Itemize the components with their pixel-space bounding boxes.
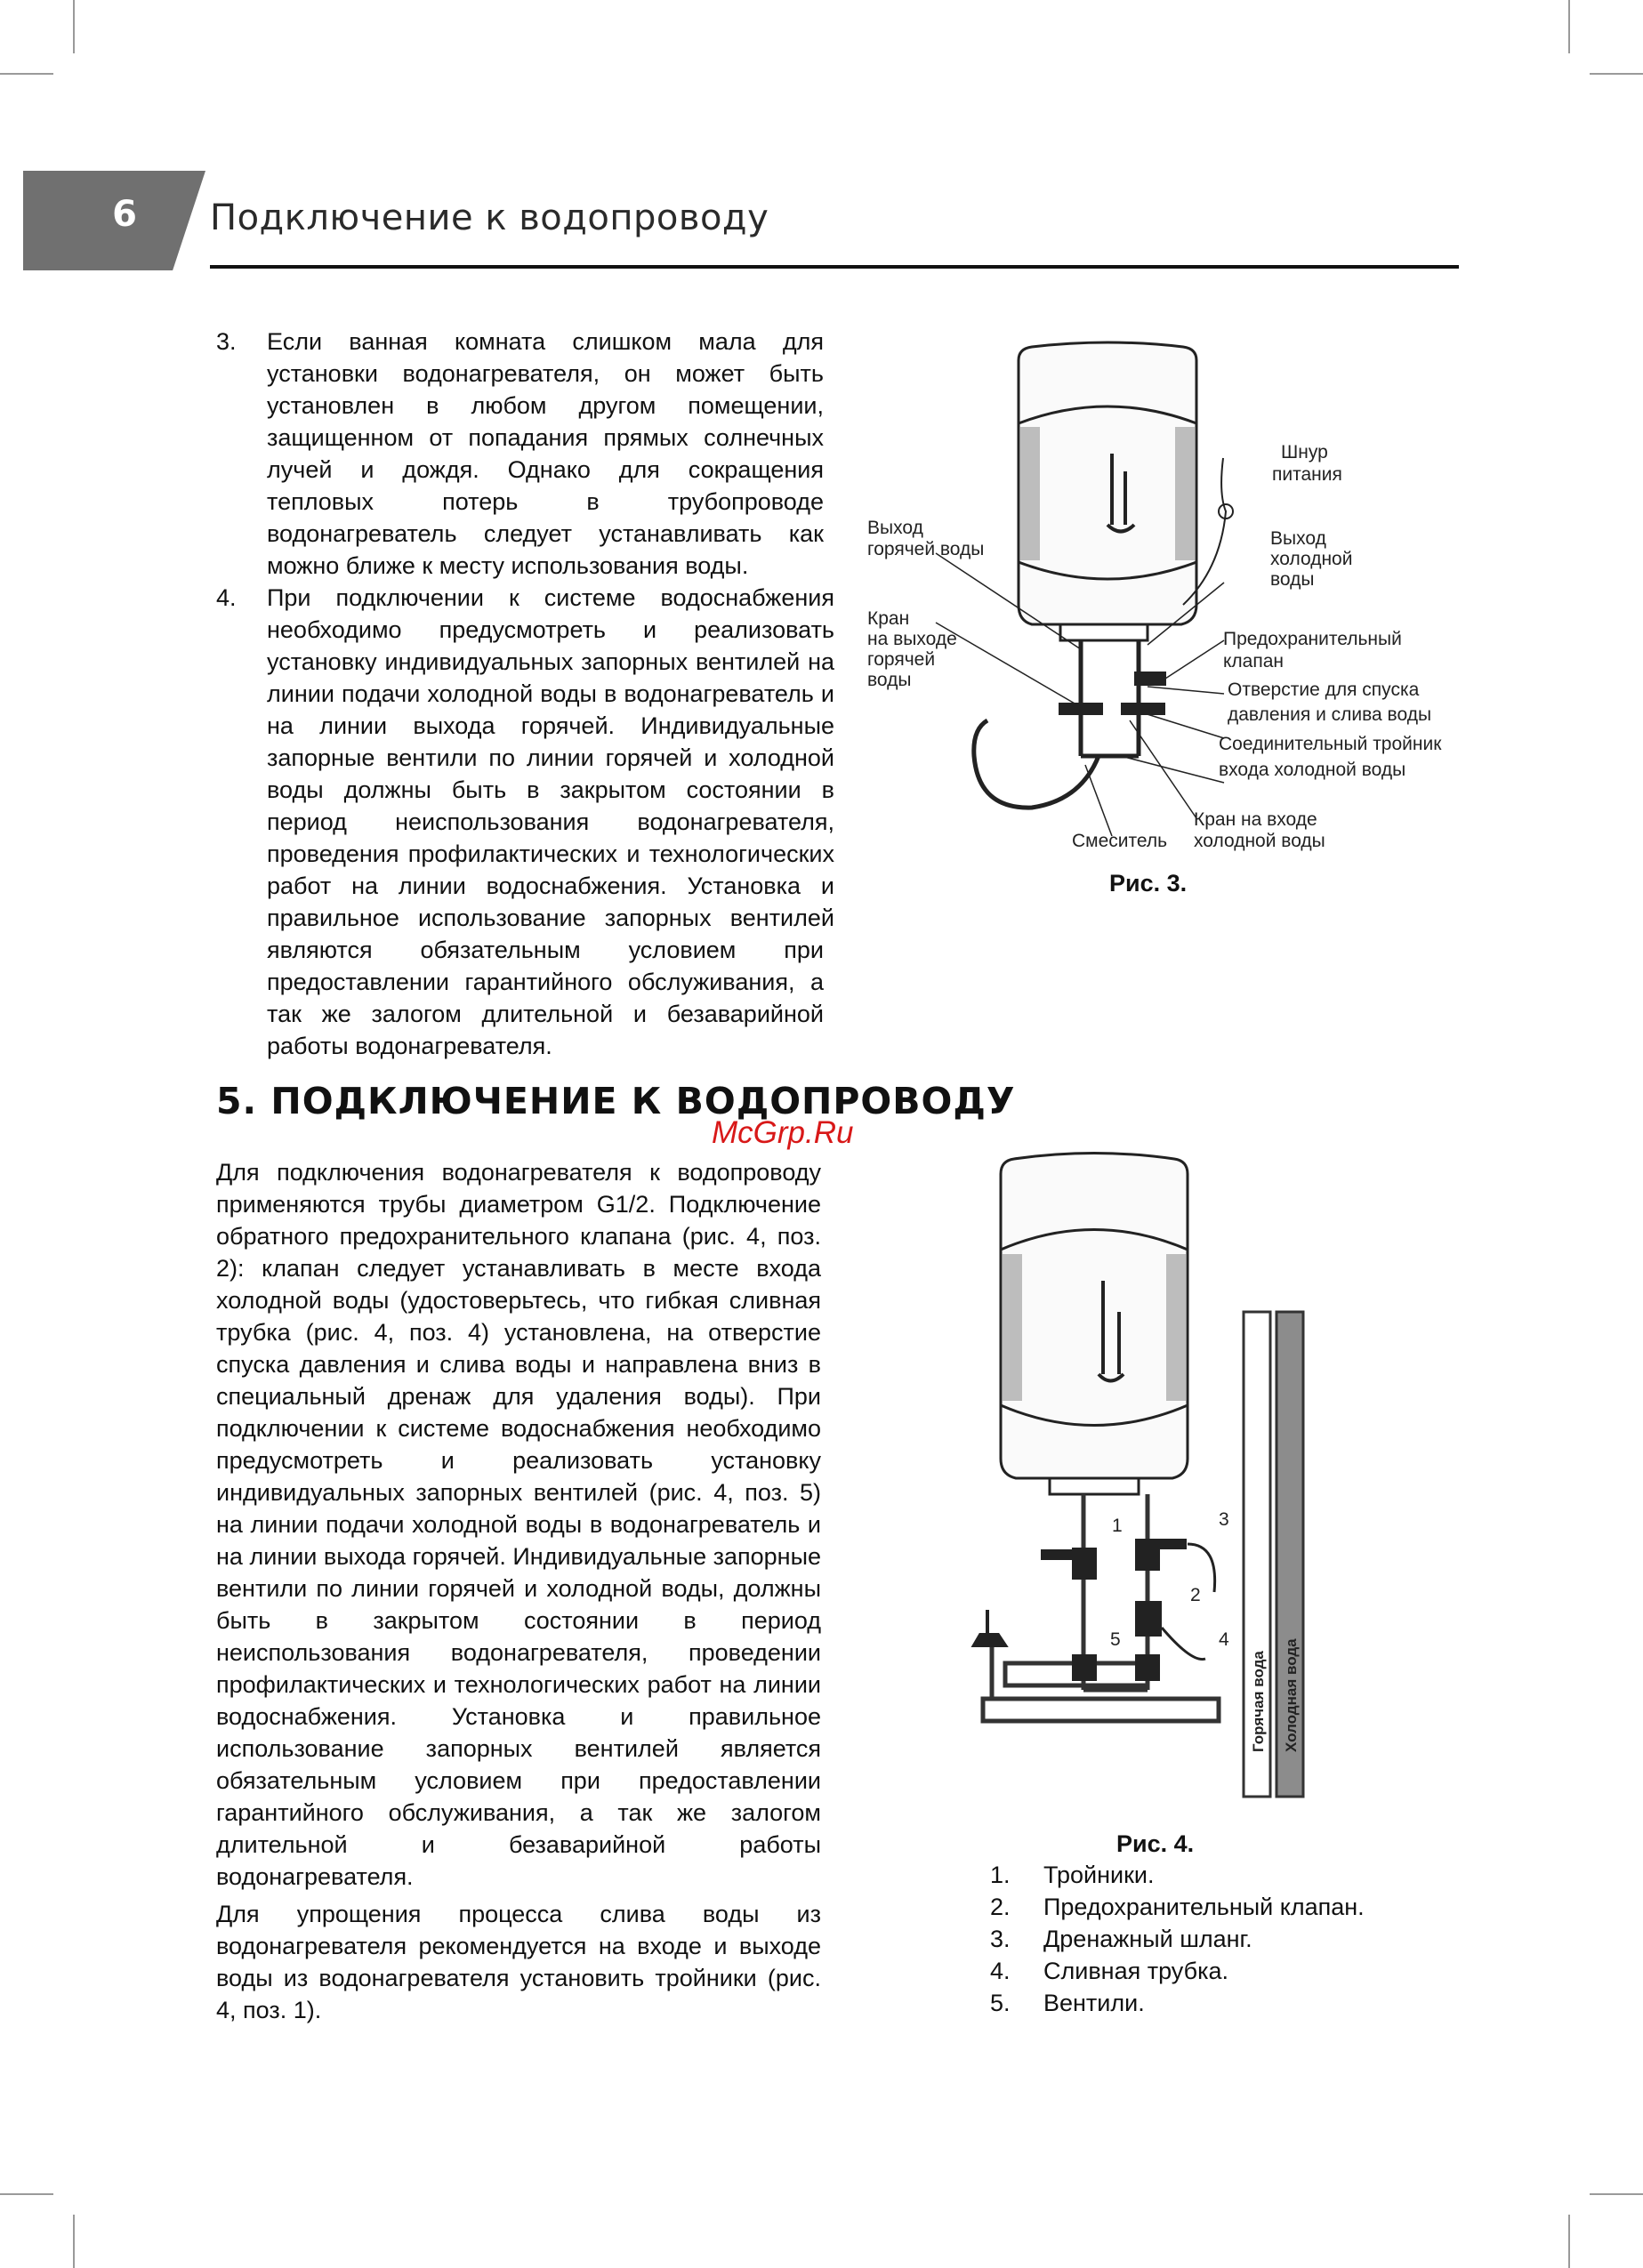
section-paragraph: Для подключения водонагревателя к водопроводу применяются трубы диаметром G1/2. Подключение обратного предохранительного клапана (рис. 4, поз. 2): клапан следует устанавливать в месте входа холодной воды (удостоверьтесь, что гибкая сливная трубка (рис. 4, поз. 4) установлена, на отверстие спуска давления и слива воды и направлена вниз в специальный дренаж для удаления воды). При подключении к системе водоснабжения необходимо предусмотреть и реализовать установку индивидуальных запорных вентилей (рис. 4, поз. 5) на линии подачи холодной воды в водонагреватель и на линии выхода горячей. Индивидуальные запорные вентили по линии горячей и холодной воды, должны быть в закрытом состоянии в период неиспользования водонагревателя, проведении профилактических и технологических работ на линии водоснабжения. Установка и правильное использование запорных вентилей является обязательным условием при предоставлении гарантийного обслуживания, а так же залогом длительной и безаварийной работы водонагревателя. [216, 1159, 821, 1890]
crop-mark [73, 2215, 75, 2268]
tees-and-valves [1041, 1539, 1187, 1681]
legend-text: Вентили. [1043, 1990, 1145, 2016]
figure-3-diagram [854, 338, 1477, 881]
figure-4-caption: Рис. 4. [1116, 1830, 1195, 1857]
label-cold-out: Выход [1270, 528, 1326, 549]
label-tap-cold: Кран на входе [1194, 809, 1317, 830]
label-cold-out: холодной [1270, 549, 1353, 569]
label-cold-water: Холодная вода [1283, 1638, 1300, 1752]
legend-text: Дренажный шланг. [1043, 1926, 1252, 1952]
legend-item [990, 1955, 1365, 1987]
pipes [983, 1494, 1219, 1721]
page-number: 6 [112, 194, 137, 235]
label-safety-valve: Предохранительный [1223, 629, 1402, 649]
figure-4-legend [990, 1859, 1365, 2019]
pipes [974, 640, 1139, 808]
list-item-text: При подключении к системе водоснабжения необходимо предусмотреть и реализовать установку индивидуальных запорных вентилей на линии подачи холодной воды в водонагреватель и на линии выхода горячей. Индивидуальные запорные вентили по линии горячей и холодной воды должны быть в закрытом состоянии в период неиспользования водонагревателя, проведения профилактических и технологических работ на линии водоснабжения. Установка и правильное использование запорных вентилей являются обязательным условием при предоставлении гарантийного обслуживания, а так же залогом длительной и безаварийной работы водонагревателя. [267, 584, 834, 1059]
label-cord: питания [1272, 464, 1342, 485]
side-shade-right [1175, 427, 1195, 560]
safety-valve [1134, 672, 1166, 686]
header-divider [210, 265, 1459, 269]
crop-mark [0, 73, 53, 75]
crop-mark [1568, 2215, 1570, 2268]
watermark: McGrp.Ru [712, 1115, 854, 1150]
legend-num: 2. [990, 1894, 1011, 1920]
legend-item [990, 1987, 1365, 2019]
legend-item [990, 1923, 1365, 1955]
callout-1: 1 [1112, 1516, 1123, 1536]
list-item-number: 3. [216, 328, 237, 355]
label-drain-hole: давления и слива воды [1228, 704, 1432, 725]
side-shade-left [1003, 1254, 1022, 1401]
section-paragraph: Для упрощения процесса слива воды из водонагревателя рекомендуется на входе и выходе воды из водонагревателя установить тройники (рис. 4, поз. 1). [216, 1901, 821, 2023]
label-cold-out: воды [1270, 569, 1315, 590]
label-tap-hot: Кран [867, 608, 910, 629]
label-tap-hot: воды [867, 670, 912, 690]
label-tee: входа холодной воды [1219, 760, 1406, 780]
callout-3: 3 [1219, 1509, 1229, 1530]
mixer-tap [974, 1610, 1005, 1645]
legend-item [990, 1891, 1365, 1923]
legend-text: Предохранительный клапан. [1043, 1894, 1365, 1920]
label-hot-out: Выход [867, 518, 923, 538]
crop-mark [73, 0, 75, 53]
label-tap-hot: горячей [867, 649, 936, 670]
figure-4-diagram [961, 1147, 1317, 1806]
section-heading: 5. ПОДКЛЮЧЕНИЕ К ВОДОПРОВОДУ [216, 1080, 1016, 1122]
label-tap-cold: холодной воды [1194, 831, 1325, 851]
hot-tap [1059, 703, 1103, 715]
legend-num: 1. [990, 1862, 1011, 1888]
list-item-text: Если ванная комната слишком мала для установки водонагревателя, он может быть установлен в любом другом помещении, защищенном от попадания прямых солнечных лучей и дождя. Однако для сокращения тепловых потерь в трубопроводе водонагреватель следует устанавливать как можно ближе к месту использования воды. [267, 328, 824, 579]
legend-item [990, 1859, 1365, 1891]
bottom-fittings [1050, 1478, 1139, 1494]
label-tee: Соединительный тройник [1219, 734, 1442, 754]
legend-num: 4. [990, 1958, 1011, 1984]
label-hot-out: горячей воды [867, 539, 985, 559]
drain-tube [1162, 1628, 1205, 1660]
callout-2: 2 [1190, 1585, 1201, 1605]
running-header-title: Подключение к водопроводу [210, 197, 769, 238]
label-mixer: Смеситель [1072, 831, 1168, 851]
legend-text: Сливная трубка. [1043, 1958, 1228, 1984]
bottom-fittings [1060, 624, 1148, 640]
crop-mark [0, 2193, 53, 2195]
list-item-number: 4. [216, 584, 237, 611]
heater-body [1001, 1154, 1188, 1479]
label-drain-hole: Отверстие для спуска [1228, 680, 1420, 700]
label-cord: Шнур [1281, 442, 1328, 462]
crop-mark [1568, 0, 1570, 53]
side-shade-right [1166, 1254, 1186, 1401]
label-tap-hot: на выходе [867, 629, 957, 649]
label-safety-valve: клапан [1223, 651, 1285, 672]
crop-mark [1590, 73, 1643, 75]
crop-mark [1590, 2193, 1643, 2195]
label-hot-water: Горячая вода [1250, 1651, 1267, 1752]
side-shade-left [1020, 427, 1040, 560]
callout-4: 4 [1219, 1629, 1229, 1650]
callout-5: 5 [1110, 1629, 1121, 1650]
figure-3-caption: Рис. 3. [1109, 870, 1188, 897]
legend-num: 5. [990, 1990, 1011, 2016]
legend-num: 3. [990, 1926, 1011, 1952]
legend-text: Тройники. [1043, 1862, 1155, 1888]
heater-body [1019, 342, 1196, 624]
